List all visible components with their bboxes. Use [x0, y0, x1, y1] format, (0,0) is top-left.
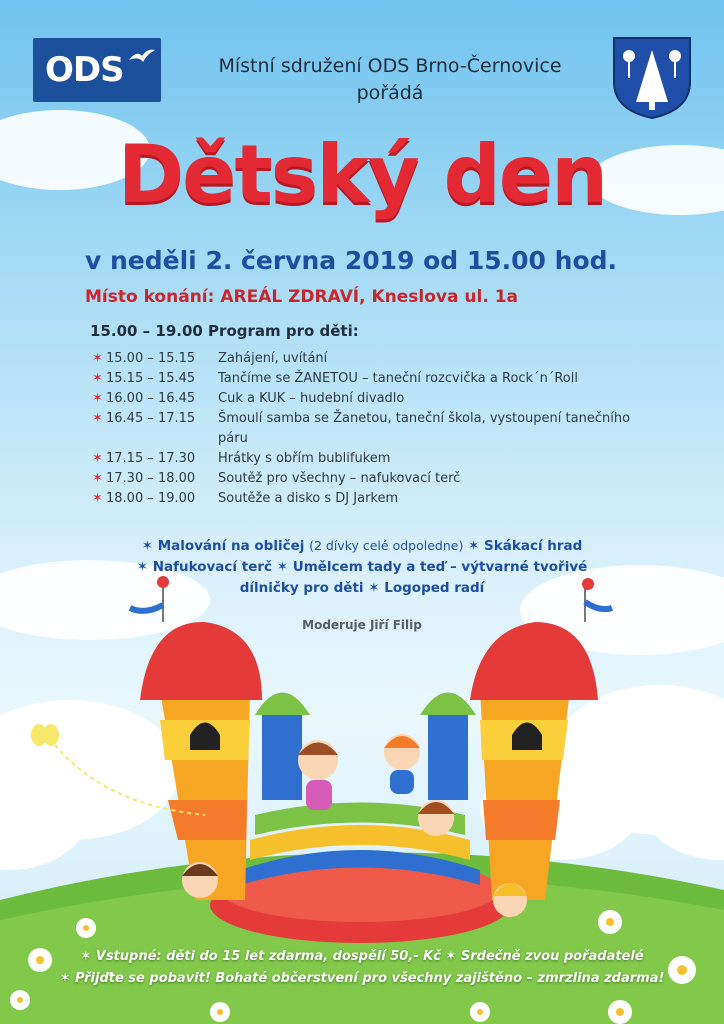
moderator: Moderuje Jiří Filip	[302, 618, 422, 632]
art-workshop: Umělcem tady a teď – výtvarné tvořivé dílničky pro děti	[239, 559, 588, 596]
footer-line1: ✶ Vstupné: děti do 15 let zdarma, dospělí 50,- Kč ✶ Srdečně zvou pořadatelé	[80, 949, 644, 964]
program-time: 17.15 – 17.30	[106, 451, 196, 466]
program-time: 16.45 – 17.15	[106, 411, 196, 426]
event-date: v neděli 2. června 2019 od 15.00 hod.	[85, 246, 618, 275]
program-list	[92, 349, 652, 509]
event-place: Místo konání: AREÁL ZDRAVÍ, Kneslova ul. 1a	[85, 287, 519, 307]
program-heading: 15.00 – 19.00 Program pro děti:	[90, 322, 359, 340]
ods-logo	[33, 38, 161, 102]
program-item	[92, 469, 652, 489]
program-time: 15.15 – 15.45	[106, 371, 196, 386]
star-bullet-icon: ✶	[92, 491, 103, 506]
program-desc: Šmoulí samba se Žanetou, taneční škola, vystoupení tanečního páru	[218, 411, 631, 446]
organizer	[170, 53, 610, 107]
program-time: 17.30 – 18.00	[106, 471, 196, 486]
star-bullet-icon: ✶	[92, 391, 103, 406]
ods-logo-text: ODS	[45, 50, 124, 90]
organizer-line1: Místní sdružení ODS Brno-Černovice	[218, 55, 562, 77]
municipal-crest-icon	[612, 36, 692, 120]
program-item	[92, 369, 652, 389]
program-desc: Soutěž pro všechny – nafukovací terč	[218, 471, 461, 486]
inflatable-target: Nafukovací terč	[152, 559, 273, 575]
star-bullet-icon: ✶	[92, 451, 103, 466]
star-bullet-icon: ✶	[92, 351, 103, 366]
program-desc: Cuk a KUK – hudební divadlo	[218, 391, 405, 406]
program-item	[92, 449, 652, 469]
attractions: ✶ Malování na obličej (2 dívky celé odpoledne) ✶ Skákací hrad ✶ Nafukovací terč ✶ Umělcem tady a teď – výtvarné tvořivé dílničky pro děti ✶ Logoped radí	[136, 538, 588, 596]
star-bullet-icon: ✶	[92, 471, 103, 486]
program-time: 16.00 – 16.45	[106, 391, 196, 406]
event-title: Dětský den	[117, 128, 607, 221]
bird-icon	[129, 48, 155, 64]
speech-therapist: Logoped radí	[384, 580, 485, 596]
program-desc: Hrátky s obřím bublifukem	[218, 451, 391, 466]
program-desc: Tančíme se ŽANETOU – taneční rozcvička a Rock´n´Roll	[218, 371, 578, 386]
program-desc: Soutěže a disko s DJ Jarkem	[218, 491, 399, 506]
program-item	[92, 409, 652, 449]
footer	[40, 946, 684, 990]
bouncy-castle: Skákací hrad	[484, 538, 583, 554]
face-painting-note: (2 dívky celé odpoledne)	[309, 538, 464, 553]
program-item	[92, 389, 652, 409]
program-desc: Zahájení, uvítání	[218, 351, 328, 366]
program-item	[92, 349, 652, 369]
program-time: 18.00 – 19.00	[106, 491, 196, 506]
star-bullet-icon: ✶	[92, 371, 103, 386]
organizer-line2: pořádá	[356, 82, 424, 104]
program-time: 15.00 – 15.15	[106, 351, 196, 366]
footer-line2: ✶ Přijďte se pobavit! Bohaté občerstvení pro všechny zajištěno – zmrzlina zdarma!	[59, 971, 665, 986]
face-painting: Malování na obličej	[157, 538, 305, 554]
star-bullet-icon: ✶	[92, 411, 103, 426]
program-item	[92, 489, 652, 509]
